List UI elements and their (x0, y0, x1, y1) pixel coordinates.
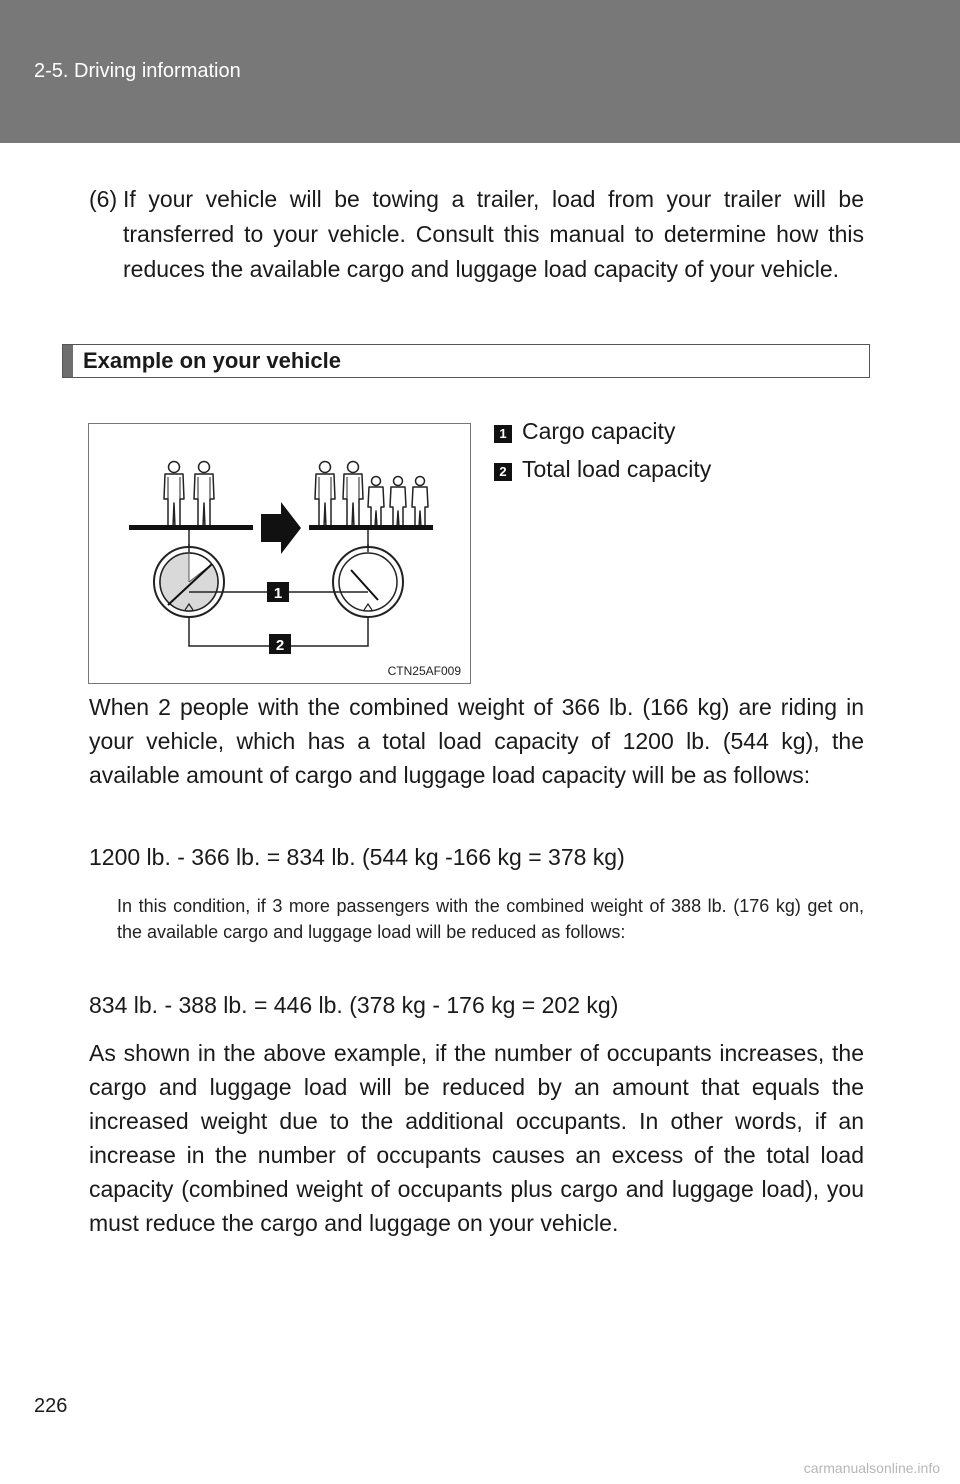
example-title: Example on your vehicle (83, 348, 341, 373)
example-heading (62, 344, 870, 378)
numbered-item-6 (89, 182, 864, 287)
legend-label-1: Cargo capacity (522, 418, 676, 444)
item-text: If your vehicle will be towing a trailer, load from your trailer will be transferred to your vehicle. Consult this manual to determine how this reduces the available cargo and luggage load capacity of your vehicle. (123, 186, 864, 282)
callout-2 (269, 634, 291, 654)
section-title: 2-5. Driving information (34, 60, 241, 82)
svg-text:1: 1 (273, 585, 283, 602)
scale-dial-after (333, 544, 403, 617)
paragraph-example-intro: When 2 people with the combined weight of 366 lb. (166 kg) are riding in your vehicle, which has a total load capacity of 1200 lb. (544 kg), the available amount of cargo and luggage load capacity will be as follows: (89, 694, 864, 788)
heading-marker (63, 345, 73, 377)
equation-1: 1200 lb. - 366 lb. = 834 lb. (544 kg -166 kg = 378 kg) (89, 844, 625, 870)
note-additional-passengers: In this condition, if 3 more passengers with the combined weight of 388 lb. (176 kg) get on, the available cargo and luggage load will be reduced as follows: (117, 896, 864, 942)
svg-text:2: 2 (275, 637, 285, 654)
passengers-group-after (315, 462, 428, 528)
page-number: 226 (34, 1395, 68, 1417)
legend-badge-1: 1 (494, 425, 512, 443)
item-number: (6) (89, 186, 118, 212)
scale-dial-before (154, 544, 224, 617)
figure-code: CTN25AF009 (387, 664, 461, 678)
passengers-group-before (164, 462, 214, 528)
platform-after (309, 525, 433, 530)
legend-label-2: Total load capacity (522, 456, 712, 482)
illustration-graphic (89, 424, 472, 685)
watermark: carmanualsonline.info (803, 1460, 940, 1476)
arrow-icon (261, 502, 301, 554)
legend-badge-2: 2 (494, 463, 512, 481)
load-capacity-illustration (88, 423, 471, 684)
platform-before (129, 525, 253, 530)
page-header (0, 0, 960, 143)
callout-1 (267, 582, 289, 602)
equation-2: 834 lb. - 388 lb. = 446 lb. (378 kg - 176 kg = 202 kg) (89, 992, 619, 1018)
paragraph-conclusion: As shown in the above example, if the number of occupants increases, the cargo and luggage load will be reduced by an amount that equals the increased weight due to the additional occupants. In other words, if an increase in the number of occupants causes an excess of the total load capacity (combined weight of occupants plus cargo and luggage load), you must reduce the cargo and luggage on your vehicle. (89, 1040, 864, 1236)
